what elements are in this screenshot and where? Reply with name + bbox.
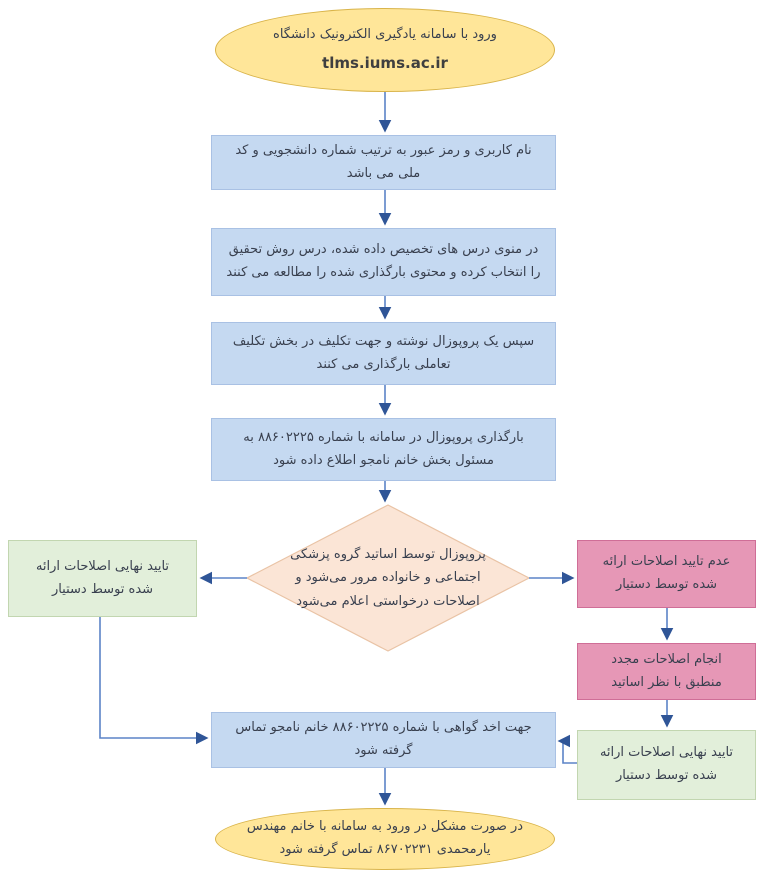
not-approved-node — [577, 540, 756, 608]
notify-upload-label: بارگذاری پروپوزال در سامانه با شماره ۸۸۶۰۲۲۲۵ به مسئول بخش خانم نامجو اطلاع داده شود — [243, 429, 524, 468]
connector-approved-to-certificate — [100, 617, 206, 738]
credentials-process-node — [211, 135, 556, 190]
decision-node — [263, 518, 513, 638]
connector-final-right-to-certificate — [560, 741, 577, 763]
not-approved-label: عدم تایید اصلاحات ارائه شده توسط دستیار — [602, 554, 731, 592]
course-select-label: در منوی درس های تخصیص داده شده، درس روش تحقیق را انتخاب کرده و محتوی بارگذاری شده را مطالعه می کنند — [226, 242, 541, 280]
final-approval-left-label: تایید نهایی اصلاحات ارائه شده توسط دستیار — [35, 558, 170, 597]
final-approval-left-node — [8, 540, 197, 617]
support-terminal-label: در صورت مشکل در ورود به سامانه با خانم مهندس یارمحمدی ۸۶۷۰۲۲۳۱ تماس گرفته شود — [246, 819, 524, 857]
certificate-contact-label: جهت اخد گواهی با شماره ۸۸۶۰۲۲۲۵ خانم نامجو تماس گرفته شود — [235, 720, 532, 758]
proposal-write-label: سپس یک پروپوزال نوشته و جهت تکلیف در بخش تکلیف تعاملی بارگذاری می کنند — [232, 333, 535, 372]
certificate-contact-node — [211, 712, 556, 768]
start-terminal-node — [215, 8, 555, 92]
start-terminal-label: ورود با سامانه یادگیری الکترونیک دانشگاه — [273, 26, 497, 42]
start-terminal-url: tlms.iums.ac.ir — [322, 54, 448, 73]
redo-revisions-label: انجام اصلاحات مجدد منطبق با نظر اساتید — [611, 651, 722, 690]
final-approval-right-label: تایید نهایی اصلاحات ارائه شده توسط دستیار — [599, 745, 734, 783]
final-approval-right-node — [577, 730, 756, 800]
notify-upload-process-node — [211, 418, 556, 481]
decision-label: پروپوزال توسط اساتید گروه پزشکی اجتماعی و خانواده مرور می‌شود و اصلاحات درخواستی اعلام می‌شود — [290, 546, 486, 609]
support-terminal-node — [215, 808, 555, 870]
course-select-process-node — [211, 228, 556, 296]
credentials-label: نام کاربری و رمز عبور به ترتیب شماره دانشجویی و کد ملی می باشد — [235, 142, 532, 181]
proposal-write-process-node — [211, 322, 556, 385]
redo-revisions-node — [577, 643, 756, 700]
